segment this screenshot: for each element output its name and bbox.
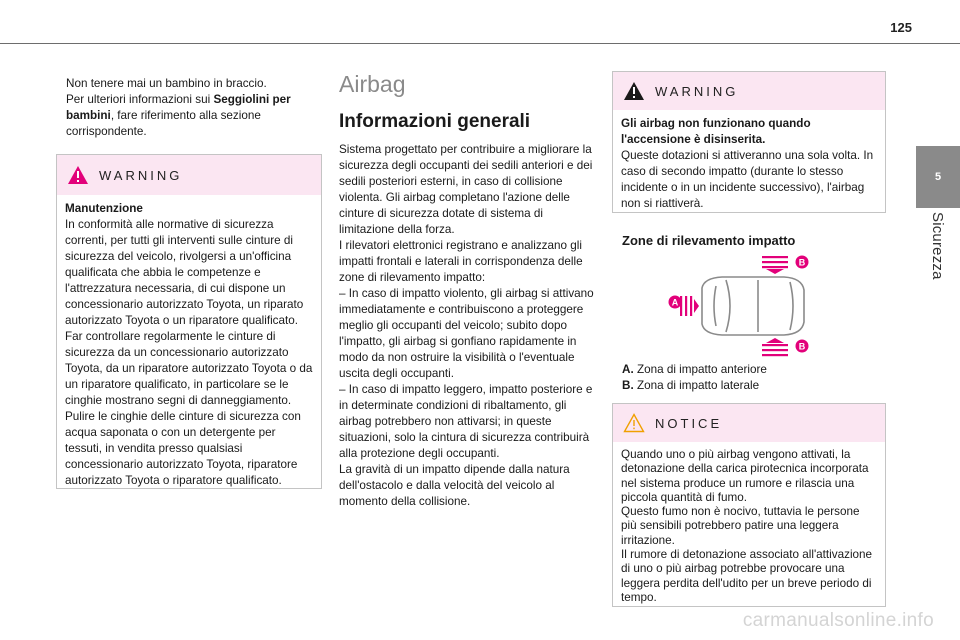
chapter-tab[interactable] (916, 146, 960, 208)
zone-b-bottom-label: B (798, 341, 806, 352)
warning-text-1: In conformità alle normative di sicurezza correnti, per tutti gli interventi sulle cinture di sicurezza del veicolo, rivolgersi a un'officina qualificata che abbia le competenze e l'attrezzatura necessaria, di cui dispone un concessionario autorizzato Toyota, un riparato autorizzato Toyota o un riparatore qualificato. (65, 218, 304, 327)
warning-header (57, 155, 321, 195)
intro-line-2-suffix: , fare riferimento alla sezione corrispondente. (66, 109, 261, 138)
notice-paragraph-2: Questo fumo non è nocivo, tuttavia le persone più sensibili potrebbero patire una leggera irritazione. (621, 505, 860, 547)
list-item: A. Zona di impatto anteriore (622, 363, 767, 376)
page-number: 125 (890, 20, 912, 35)
subsection-title: Informazioni generali (339, 111, 531, 132)
notice-triangle-icon (623, 413, 645, 433)
warning-label: WARNING (99, 167, 183, 183)
general-paragraph-5: La gravità di un impatto dipende dalla natura dell'ostacolo e dalla velocità del veicolo al momento della collisione. (339, 463, 570, 508)
warning-heading: Manutenzione (65, 202, 143, 215)
intro-text (66, 76, 316, 140)
side-impact-arrows-bottom (762, 338, 788, 356)
warning-text-2: Far controllare regolarmente le cinture di sicurezza da un concessionario autorizzato Toyota, da un riparatore autorizzato Toyota o da un riparatore qualificato, in particolare se le cinghie mostrano segni di danneggiamento. (65, 330, 313, 407)
intro-line-1: Non tenere mai un bambino in braccio. (66, 77, 267, 90)
impact-zones-diagram (662, 250, 814, 360)
watermark: carmanualsonline.info (742, 610, 934, 631)
notice-box (612, 403, 886, 607)
zone-a-label: A (671, 297, 679, 308)
general-paragraph-2: I rilevatori elettronici registrano e analizzano gli impatti frontali e laterali in corrispondenza delle zone di rilevamento impatto: (339, 239, 583, 284)
list-item: B. Zona di impatto laterale (622, 379, 760, 392)
general-paragraph-1: Sistema progettato per contribuire a migliorare la sicurezza degli occupanti dei sedili anteriori e dei sedili posteriori esterni, in caso di collisione violenta. Gli airbag completano l'azione delle cinture di sicurezza dotate di sistema di limitazione della forza. (339, 143, 593, 236)
front-impact-arrows (680, 296, 699, 316)
warning-body (613, 110, 885, 220)
warning-text: Queste dotazioni si attiveranno una sola volta. In caso di secondo impatto (durante lo stesso incidente o in un incidente successivo), l'airbag non si riattiverà. (621, 149, 874, 210)
notice-paragraph-1: Quando uno o più airbag vengono attivati, la detonazione della carica pirotecnica incorporata nel sistema produce un rumore e rilascia una piccola quantità di fumo. (621, 448, 869, 504)
chapter-number: 5 (934, 171, 942, 183)
top-rule (0, 43, 960, 44)
general-paragraph-3: – In caso di impatto violento, gli airbag si attivano immediatamente e contribuiscono a proteggere meglio gli occupanti del veicolo; subito dopo l'impatto, gli airbag si gonfiano rapidamente in modo da non ostruire la visibilità o l'eventuale uscita degli occupanti. (339, 287, 594, 380)
warning-box-maintenance (56, 154, 322, 489)
intro-child-seats-link: Seggiolini per bambini (66, 93, 291, 122)
notice-header (613, 404, 885, 442)
zones-title: Zone di rilevamento impatto (622, 233, 796, 248)
intro-line-2-prefix: Per ulteriori informazioni sui (66, 93, 214, 106)
zones-list (622, 362, 882, 394)
notice-label: NOTICE (655, 415, 723, 431)
car-outline-icon (702, 277, 804, 335)
notice-body (613, 442, 885, 613)
warning-header (613, 72, 885, 110)
warning-triangle-icon (623, 81, 645, 101)
zone-b-top-label: B (798, 257, 806, 268)
warning-body (57, 195, 321, 497)
side-impact-arrows-top (762, 256, 788, 274)
notice-paragraph-3: Il rumore di detonazione associato all'attivazione di uno o più airbag potrebbe provocare una leggera perdita dell'udito per un breve periodo di tempo. (621, 548, 873, 604)
section-title: Airbag (339, 71, 406, 97)
warning-text-3: Pulire le cinghie delle cinture di sicurezza con acqua saponata o con un detergente per tessuti, in vendita presso qualsiasi concessionario autorizzato Toyota, riparatore autorizzato Toyota o riparatore qualificato. (65, 410, 301, 487)
chapter-label: Sicurezza (929, 212, 946, 280)
warning-box-ignition (612, 71, 886, 213)
warning-label: WARNING (655, 83, 739, 99)
warning-triangle-icon (67, 165, 89, 185)
warning-heading: Gli airbag non funzionano quando l'accensione è disinserita. (621, 117, 811, 146)
general-paragraph-4: – In caso di impatto leggero, impatto posteriore e in determinate condizioni di ribaltamento, gli airbag potrebbero non attivarsi; in queste situazioni, solo la cintura di sicurezza contribuirà alla protezione degli occupanti. (339, 383, 593, 460)
general-info-body (339, 142, 601, 510)
